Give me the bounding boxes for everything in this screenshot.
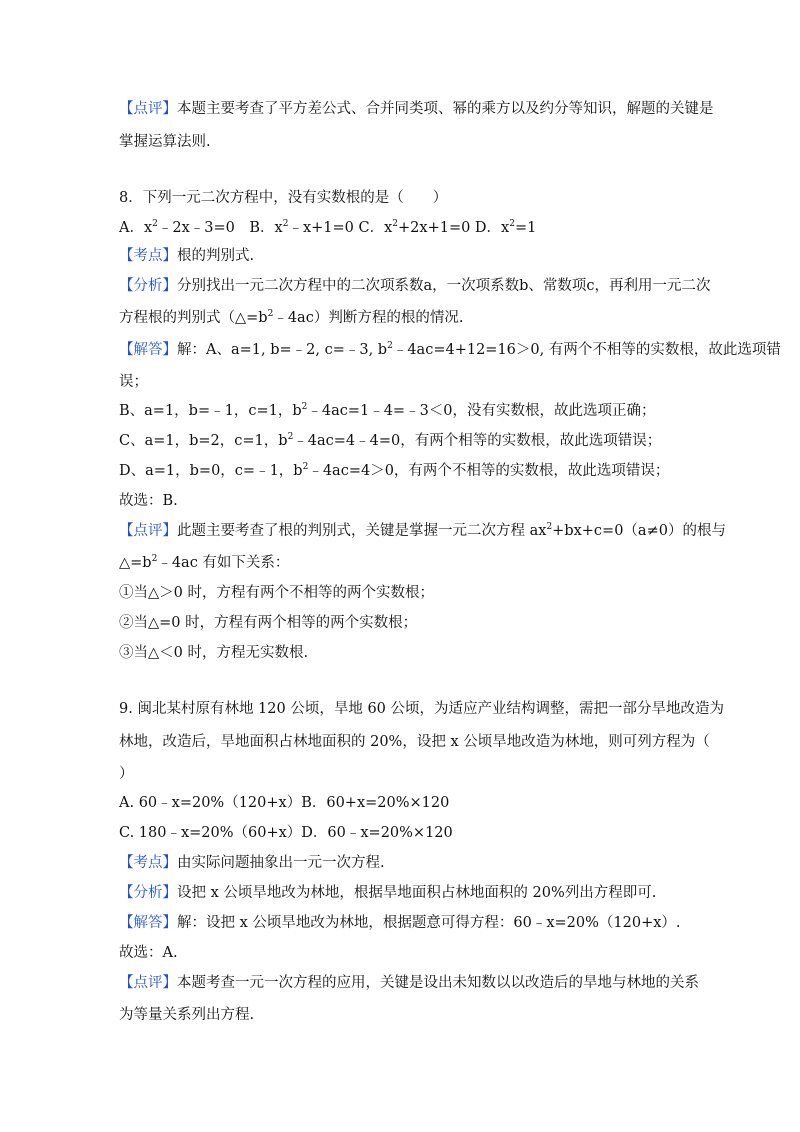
comment-line: 掌握运算法则.	[119, 134, 211, 150]
comment-tag: 【点评】	[119, 975, 177, 991]
question-8-solution-cont: 误；	[119, 374, 148, 390]
question-8-comment-cont: $\triangle=b^2﹣4ac$ 有如下关系：	[119, 554, 290, 571]
comment-tag: 【点评】	[119, 101, 177, 117]
question-9-comment-cont: 为等量关系列出方程.	[119, 1007, 255, 1023]
comment-tag: 【点评】	[119, 523, 177, 539]
question-9-choice: 故选：A.	[119, 945, 178, 961]
question-8-rule-2: ②当△=0 时，方程有两个相等的两个实数根；	[119, 615, 418, 631]
question-9-solution: 【解答】解：设把 x 公顷旱地改为林地，根据题意可得方程：60﹣x=20%（120+x）.	[119, 915, 681, 931]
question-8-comment: 【点评】此题主要考查了根的判别式，关键是掌握一元二次方程 $ax^2+bx+c=0(a\ne 0)$的根与	[119, 522, 726, 539]
analysis-tag: 【分析】	[119, 885, 177, 901]
solution-tag: 【解答】	[119, 915, 177, 931]
question-8-analysis-cont: 方程根的判别式$(\triangle=b^2﹣4ac)$判断方程的根的情况.	[119, 309, 464, 326]
question-8-case-d: D、a=1，b=0，c=﹣1，$b^2﹣4ac=4>0$，有两个不相等的实数根，故此选项错误；	[119, 462, 670, 479]
question-8-stem: 8．下列一元二次方程中，没有实数根的是（ ）	[119, 190, 448, 206]
question-8-rule-1: ①当△＞0 时，方程有两个不相等的两个实数根；	[119, 585, 434, 601]
question-9-analysis: 【分析】设把 x 公顷旱地改为林地，根据旱地面积占林地面积的 20%列出方程即可.	[119, 885, 657, 901]
question-9-stem-end: ）	[119, 766, 134, 782]
question-8-analysis: 【分析】分别找出一元二次方程中的二次项系数a，一次项系数b、常数项c，再利用一元二次	[119, 278, 711, 294]
question-9-options-ab: A. 60﹣x=20%（120+x）B．60+x=20%×120	[119, 795, 450, 811]
topic-tag: 【考点】	[119, 855, 177, 871]
solution-tag: 【解答】	[119, 342, 177, 358]
question-8-topic: 【考点】根的判别式.	[119, 248, 255, 264]
question-8-choice: 故选：B.	[119, 493, 178, 509]
question-8-solution: 【解答】解：A、a=1, b=﹣2, c=﹣3, $b^2﹣4ac=4+12=16>0$, 有两个不相等的实数根，故此选项错	[119, 341, 781, 358]
topic-tag: 【考点】	[119, 248, 177, 264]
question-8-rule-3: ③当△＜0 时，方程无实数根.	[119, 645, 309, 661]
question-9-options-cd: C. 180﹣x=20%（60+x）D．60﹣x=20%×120	[119, 825, 453, 841]
question-9-stem: 9. 闽北某村原有林地 120 公顷，旱地 60 公顷，为适应产业结构调整，需把一部分旱地改造为	[119, 701, 725, 717]
question-8-case-c: C、a=1，b=2，c=1，$b^2﹣4ac=4﹣4=0$，有两个相等的实数根，故此选项错误；	[119, 432, 662, 449]
comment-line: 【点评】本题主要考查了平方差公式、合并同类项、幂的乘方以及约分等知识，解题的关键是	[119, 101, 714, 117]
question-9-comment: 【点评】本题考查一元一次方程的应用，关键是设出未知数以以改造后的旱地与林地的关系	[119, 975, 699, 991]
question-9-stem-cont: 林地，改造后，旱地面积占林地面积的 20%，设把 x 公顷旱地改造为林地，则可列方程为（	[119, 734, 710, 750]
question-9-topic: 【考点】由实际问题抽象出一元一次方程.	[119, 855, 385, 871]
question-8-options: A．$x^2﹣2x﹣3=0$ B．$x^2﹣x+1=0$ C．$x^2+2x+1=0$ D．$x^2=1$	[119, 219, 537, 236]
analysis-tag: 【分析】	[119, 278, 177, 294]
question-8-case-b: B、a=1，b=﹣1，c=1，$b^2﹣4ac=1﹣4=﹣3<0$，没有实数根，故此选项正确；	[119, 402, 656, 419]
